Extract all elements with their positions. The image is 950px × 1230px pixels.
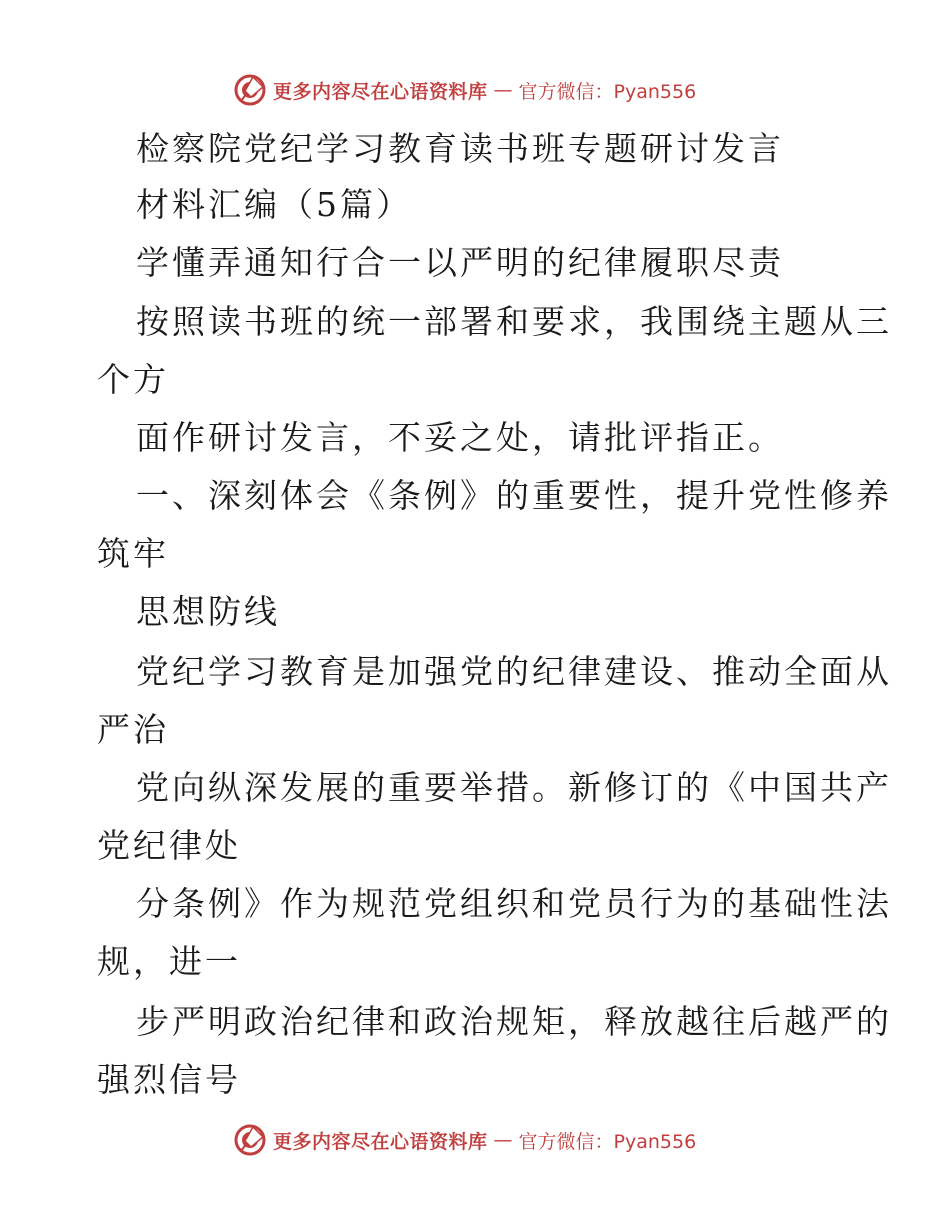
banner-wechat-text: 官方微信：Pyan556 bbox=[518, 80, 697, 103]
paragraph-line: 步严明政治纪律和政治规矩，释放越往后越严的 bbox=[136, 1002, 892, 1041]
paragraph-line: 党纪学习教育是加强党的纪律建设、推动全面从 bbox=[136, 652, 892, 691]
pen-logo-icon bbox=[233, 73, 267, 107]
paragraph-line: 党纪律处 bbox=[97, 826, 241, 865]
doc-subtitle: 学懂弄通知行合一以严明的纪律履职尽责 bbox=[136, 243, 784, 282]
section-heading-line: 一、深刻体会《条例》的重要性，提升党性修养 bbox=[136, 476, 892, 515]
pen-logo-icon bbox=[233, 1123, 267, 1157]
doc-title-line-1: 检察院党纪学习教育读书班专题研讨发言 bbox=[136, 129, 784, 168]
section-heading-line: 思想防线 bbox=[136, 592, 280, 631]
banner-separator: — bbox=[493, 1129, 513, 1151]
paragraph-line: 按照读书班的统一部署和要求，我围绕主题从三 bbox=[136, 302, 892, 341]
banner-wechat-text: 官方微信：Pyan556 bbox=[518, 1130, 697, 1153]
header-banner bbox=[233, 70, 753, 110]
banner-site-text: 更多内容尽在心语资料库 bbox=[273, 1130, 488, 1153]
banner-site-text: 更多内容尽在心语资料库 bbox=[273, 80, 488, 103]
paragraph-line: 面作研讨发言，不妥之处，请批评指正。 bbox=[136, 418, 784, 457]
doc-title-line-2: 材料汇编（5篇） bbox=[136, 185, 412, 224]
paragraph-line: 党向纵深发展的重要举措。新修订的《中国共产 bbox=[136, 768, 892, 807]
paragraph-line: 严治 bbox=[97, 710, 169, 749]
paragraph-line: 分条例》作为规范党组织和党员行为的基础性法 bbox=[136, 884, 892, 923]
paragraph-line: 规，进一 bbox=[97, 942, 241, 981]
banner-separator: — bbox=[493, 79, 513, 101]
paragraph-line: 强烈信号 bbox=[97, 1060, 241, 1099]
paragraph-line: 个方 bbox=[97, 360, 169, 399]
section-heading-line: 筑牢 bbox=[97, 534, 169, 573]
footer-banner bbox=[233, 1120, 753, 1160]
